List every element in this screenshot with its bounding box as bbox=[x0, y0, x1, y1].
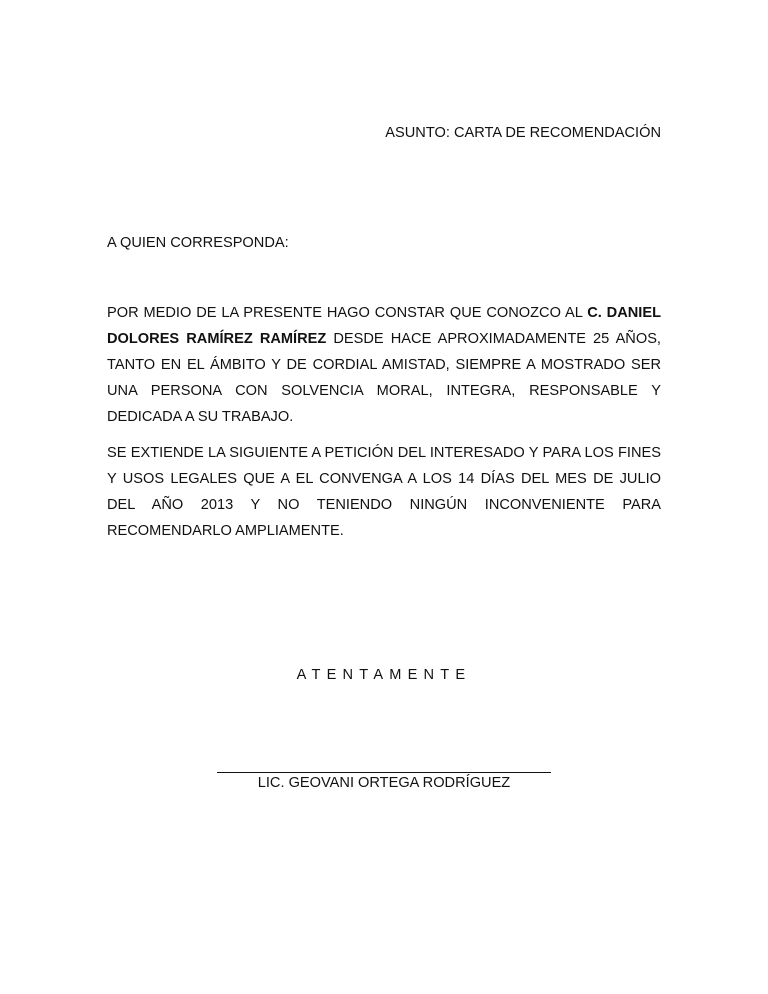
paragraph-purpose: SE EXTIENDE LA SIGUIENTE A PETICIÓN DEL INTERESADO Y PARA LOS FINES Y USOS LEGALES QUE A EL CONVENGA A LOS 14 DÍAS DEL MES DE JULIO DEL AÑO 2013 Y NO TENIENDO NINGÚN INCONVENIENTE PARA RECOMENDARLO AMPLIAMENTE. bbox=[107, 445, 661, 539]
paragraph-introduction-end: DESDE HACE APROXIMADAMENTE 25 AÑOS, TANTO EN EL ÁMBITO Y DE CORDIAL AMISTAD, SIEMPRE A MOSTRADO SER UNA PERSONA CON SOLVENCIA MORAL, INTEGRA, RESPONSABLE Y DEDICADA A SU TRABAJO. bbox=[107, 331, 661, 425]
paragraph-introduction-start: POR MEDIO DE LA PRESENTE HAGO CONSTAR QUE CONOZCO AL bbox=[107, 305, 588, 321]
letter-closing: ATENTAMENTE bbox=[296, 667, 472, 683]
recommended-person-name: C. DANIEL DOLORES RAMÍREZ RAMÍREZ bbox=[107, 305, 661, 347]
letter-subject: ASUNTO: CARTA DE RECOMENDACIÓN bbox=[385, 125, 661, 141]
signature-line bbox=[217, 772, 551, 773]
signatory-name: LIC. GEOVANI ORTEGA RODRÍGUEZ bbox=[257, 775, 511, 791]
paragraph-introduction bbox=[107, 300, 661, 430]
letter-salutation: A QUIEN CORRESPONDA: bbox=[107, 235, 289, 251]
